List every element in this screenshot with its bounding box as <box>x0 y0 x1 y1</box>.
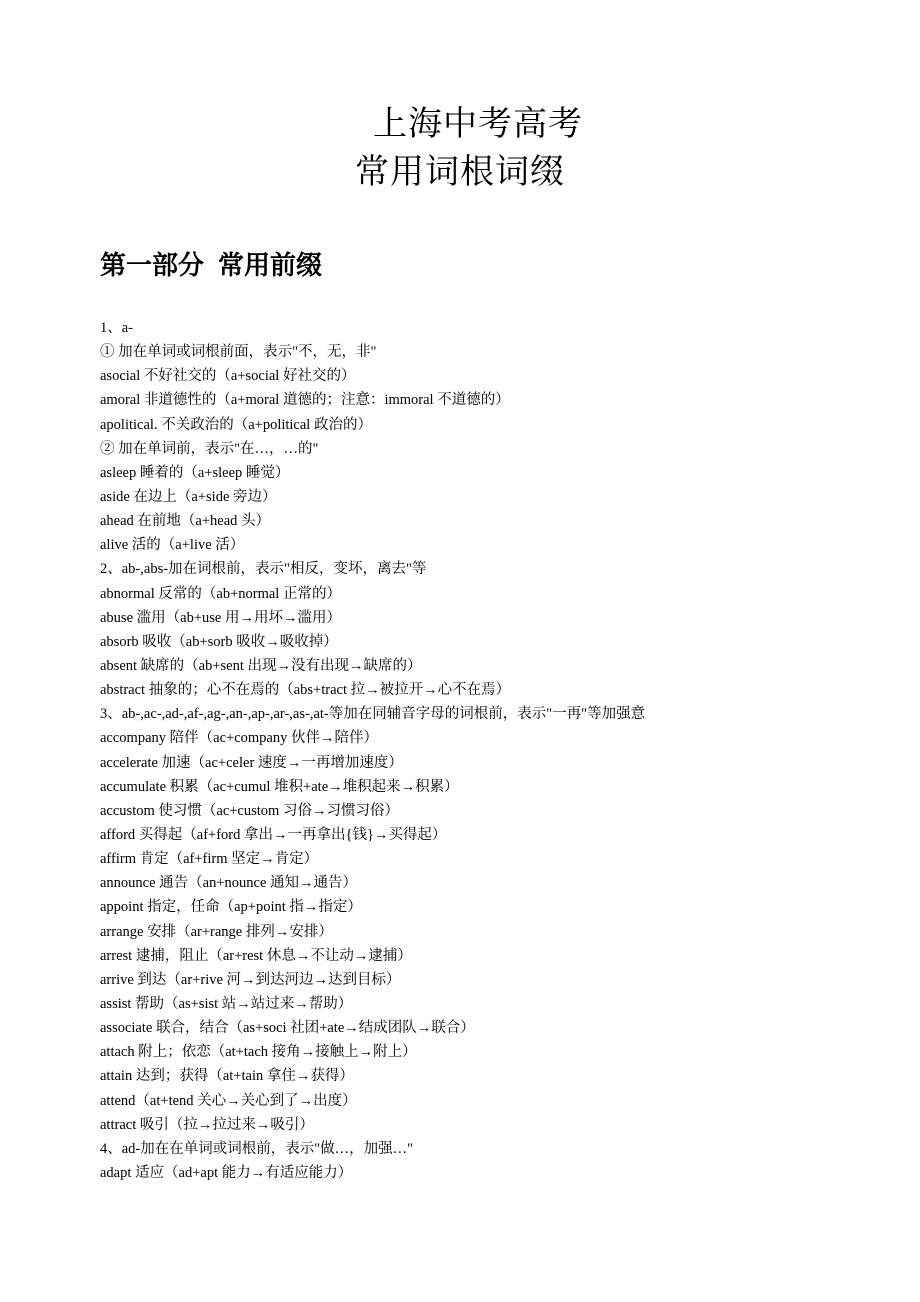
list-item: afford 买得起（af+ford 拿出→一再拿出{钱}→买得起） <box>100 826 447 843</box>
list-item: attend（at+tend 关心→关心到了→出度） <box>100 1092 357 1109</box>
section-heading <box>100 248 322 284</box>
list-item: arrest 逮捕，阻止（ar+rest 休息→不让动→逮捕） <box>100 947 412 964</box>
list-item: 3、ab-,ac-,ad-,af-,ag-,an-,ap-,ar-,as-,at-等加在同辅音字母的词根前，表示"一再"等加强意 <box>100 706 646 723</box>
list-item: 4、ad-加在在单词或词根前，表示"做…，加强…" <box>100 1140 414 1157</box>
list-item: 1、a- <box>100 320 134 336</box>
list-item: 2、ab-,abs-加在词根前，表示"相反，变坏，离去"等 <box>100 561 427 578</box>
list-item: accustom 使习惯（ac+custom 习俗→习惯习俗） <box>100 802 399 819</box>
list-item: announce 通告（an+nounce 通知→通告） <box>100 875 358 892</box>
list-item: arrange 安排（ar+range 排列→安排） <box>100 923 333 940</box>
list-item: accompany 陪伴（ac+company 伙伴→陪伴） <box>100 730 378 747</box>
list-item: amoral 非道德性的（a+moral 道德的；注意：immoral 不道德的） <box>100 392 510 409</box>
list-item: ahead 在前地（a+head 头） <box>100 513 271 530</box>
entry-list <box>100 316 900 1185</box>
list-item: attract 吸引（拉→拉过来→吸引） <box>100 1116 314 1133</box>
list-item: accumulate 积累（ac+cumul 堆积+ate→堆积起来→积累） <box>100 778 459 795</box>
list-item: affirm 肯定（af+firm 坚定→肯定） <box>100 851 319 868</box>
document-title-line1: 上海中考高考 <box>373 104 583 144</box>
list-item: associate 联合，结合（as+soci 社团+ate→结成团队→联合） <box>100 1020 475 1037</box>
list-item: absent 缺席的（ab+sent 出现→没有出现→缺席的） <box>100 657 422 674</box>
list-item: asocial 不好社交的（a+social 好社交的） <box>100 368 356 385</box>
list-item: accelerate 加速（ac+celer 速度→一再增加速度） <box>100 754 403 771</box>
list-item: abstract 抽象的；心不在焉的（abs+tract 拉→被拉开→心不在焉） <box>100 682 511 699</box>
list-item: ① 加在单词或词根前面，表示"不，无，非" <box>100 344 377 361</box>
document-title-line2: 常用词根词缀 <box>355 152 565 192</box>
list-item: appoint 指定，任命（ap+point 指→指定） <box>100 899 362 916</box>
list-item: attain 达到；获得（at+tain 拿住→获得） <box>100 1068 354 1085</box>
list-item: aside 在边上（a+side 旁边） <box>100 488 277 505</box>
list-item: apolitical. 不关政治的（a+political 政治的） <box>100 416 372 433</box>
list-item: asleep 睡着的（a+sleep 睡觉） <box>100 464 290 481</box>
list-item: abuse 滥用（ab+use 用→用坏→滥用） <box>100 609 341 626</box>
section-name: 常用前缀 <box>218 251 323 281</box>
list-item: alive 活的（a+live 活） <box>100 537 245 554</box>
list-item: abnormal 反常的（ab+normal 正常的） <box>100 585 341 602</box>
list-item: adapt 适应（ad+apt 能力→有适应能力） <box>100 1164 353 1181</box>
section-part: 第一部分 <box>100 251 205 281</box>
list-item: ② 加在单词前，表示"在…，…的" <box>100 440 319 457</box>
list-item: attach 附上；依恋（at+tach 接角→接触上→附上） <box>100 1044 417 1061</box>
list-item: arrive 到达（ar+rive 河→到达河边→达到目标） <box>100 971 401 988</box>
list-item: assist 帮助（as+sist 站→站过来→帮助） <box>100 995 353 1012</box>
list-item: absorb 吸收（ab+sorb 吸收→吸收掉） <box>100 633 338 650</box>
